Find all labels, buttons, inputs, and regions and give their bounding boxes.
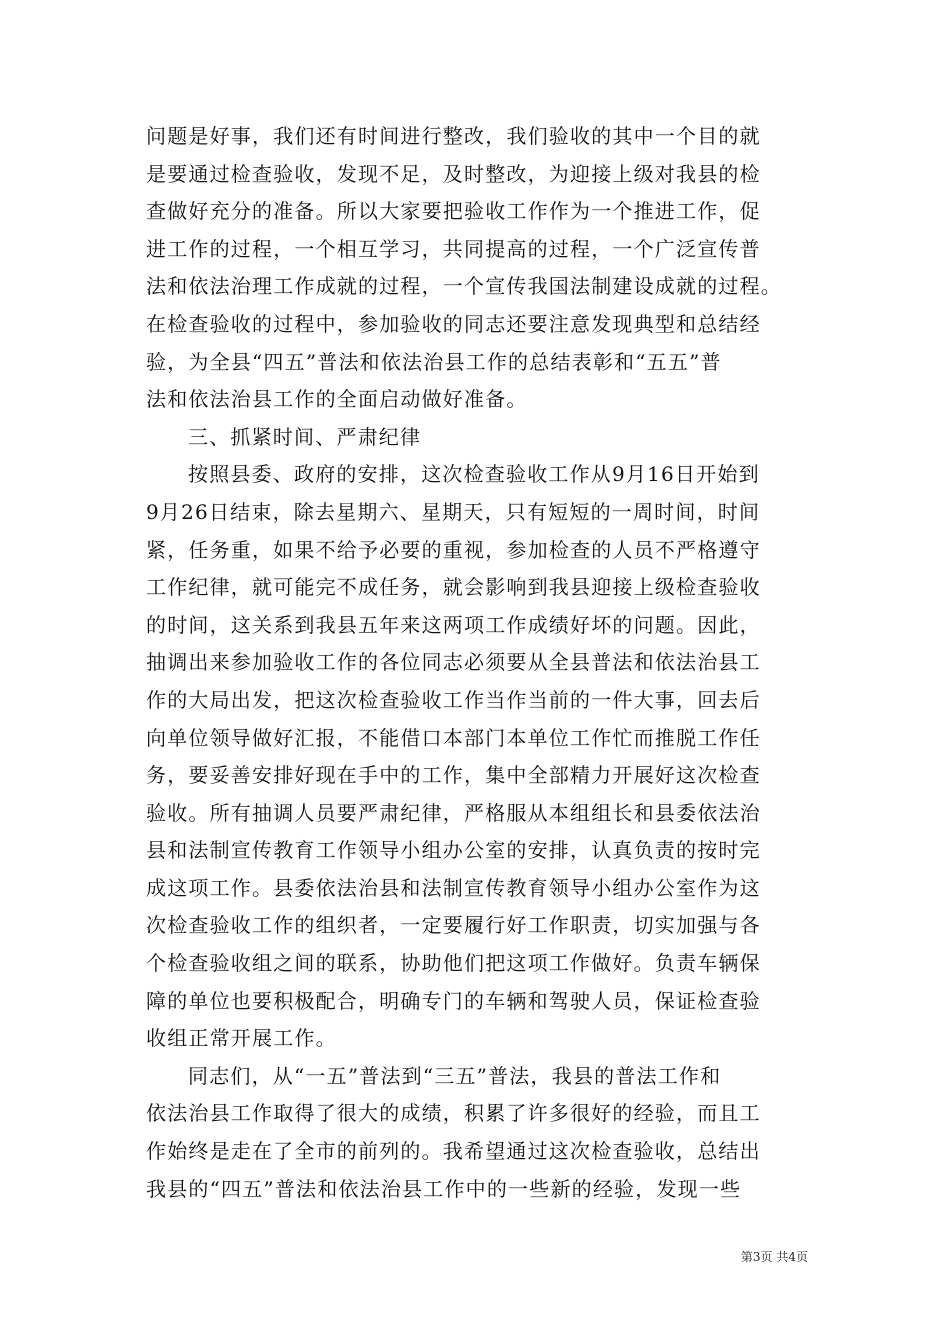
text-line: 的时间，这关系到我县五年来这两项工作成绩好坏的问题。因此， bbox=[146, 612, 761, 637]
text-line: 次检查验收工作的组织者，一定要履行好工作职责，切实加强与各 bbox=[146, 913, 761, 938]
text-line: 法和依法治县工作的全面启动做好准备。 bbox=[146, 387, 528, 412]
text-line: 依法治县工作取得了很大的成绩，积累了许多很好的经验，而且工 bbox=[146, 1101, 761, 1126]
text-line: 9月26日结束，除去星期六、星期天，只有短短的一周时间，时间 bbox=[146, 499, 761, 524]
text-line: 障的单位也要积极配合，明确专门的车辆和驾驶人员，保证检查验 bbox=[146, 988, 761, 1013]
document-body bbox=[146, 118, 812, 1208]
text-line: 验收。所有抽调人员要严肃纪律，严格服从本组组长和县委依法治 bbox=[146, 800, 761, 825]
text-line: 成这项工作。县委依法治县和法制宣传教育领导小组办公室作为这 bbox=[146, 875, 761, 900]
text-line: 紧，任务重，如果不给予必要的重视，参加检查的人员不严格遵守 bbox=[146, 537, 761, 562]
text-line: 法和依法治理工作成就的过程，一个宣传我国法制建设成就的过程。 bbox=[146, 274, 782, 299]
text-line: 向单位领导做好汇报，不能借口本部门本单位工作忙而推脱工作任 bbox=[146, 725, 761, 750]
text-line: 县和法制宣传教育工作领导小组办公室的安排，认真负责的按时完 bbox=[146, 838, 761, 863]
page-footer: 第3页 共4页 bbox=[740, 1250, 808, 1264]
text-line: 查做好充分的准备。所以大家要把验收工作作为一个推进工作，促 bbox=[146, 199, 761, 224]
text-line: 作始终是走在了全市的前列的。我希望通过这次检查验收，总结出 bbox=[146, 1139, 761, 1164]
text-line: 问题是好事，我们还有时间进行整改，我们验收的其中一个目的就 bbox=[146, 124, 761, 148]
text-line: 务，要妥善安排好现在手中的工作，集中全部精力开展好这次检查 bbox=[146, 763, 761, 788]
text-line: 作的大局出发，把这次检查验收工作当作当前的一件大事，回去后 bbox=[146, 687, 761, 712]
text-line: 验，为全县“四五”普法和依法治县工作的总结表彰和“五五”普 bbox=[146, 349, 722, 374]
text-line: 同志们，从“一五”普法到“三五”普法，我县的普法工作和 bbox=[188, 1063, 722, 1088]
text-line: 工作纪律，就可能完不成任务，就会影响到我县迎接上级检查验收 bbox=[146, 575, 761, 600]
text-line: 三、抓紧时间、严肃纪律 bbox=[188, 424, 422, 449]
text-line: 抽调出来参加验收工作的各位同志必须要从全县普法和依法治县工 bbox=[146, 650, 761, 675]
text-line: 个检查验收组之间的联系，协助他们把这项工作做好。负责车辆保 bbox=[146, 951, 761, 976]
text-line: 在检查验收的过程中，参加验收的同志还要注意发现典型和总结经 bbox=[146, 311, 761, 336]
text-line: 我县的“四五”普法和依法治县工作中的一些新的经验，发现一些 bbox=[146, 1176, 742, 1201]
text-line: 按照县委、政府的安排，这次检查验收工作从9月16日开始到 bbox=[188, 462, 760, 487]
text-line: 进工作的过程，一个相互学习，共同提高的过程，一个广泛宣传普 bbox=[146, 236, 761, 261]
text-line: 收组正常开展工作。 bbox=[146, 1026, 337, 1051]
text-line: 是要通过检查验收，发现不足，及时整改，为迎接上级对我县的检 bbox=[146, 161, 761, 186]
